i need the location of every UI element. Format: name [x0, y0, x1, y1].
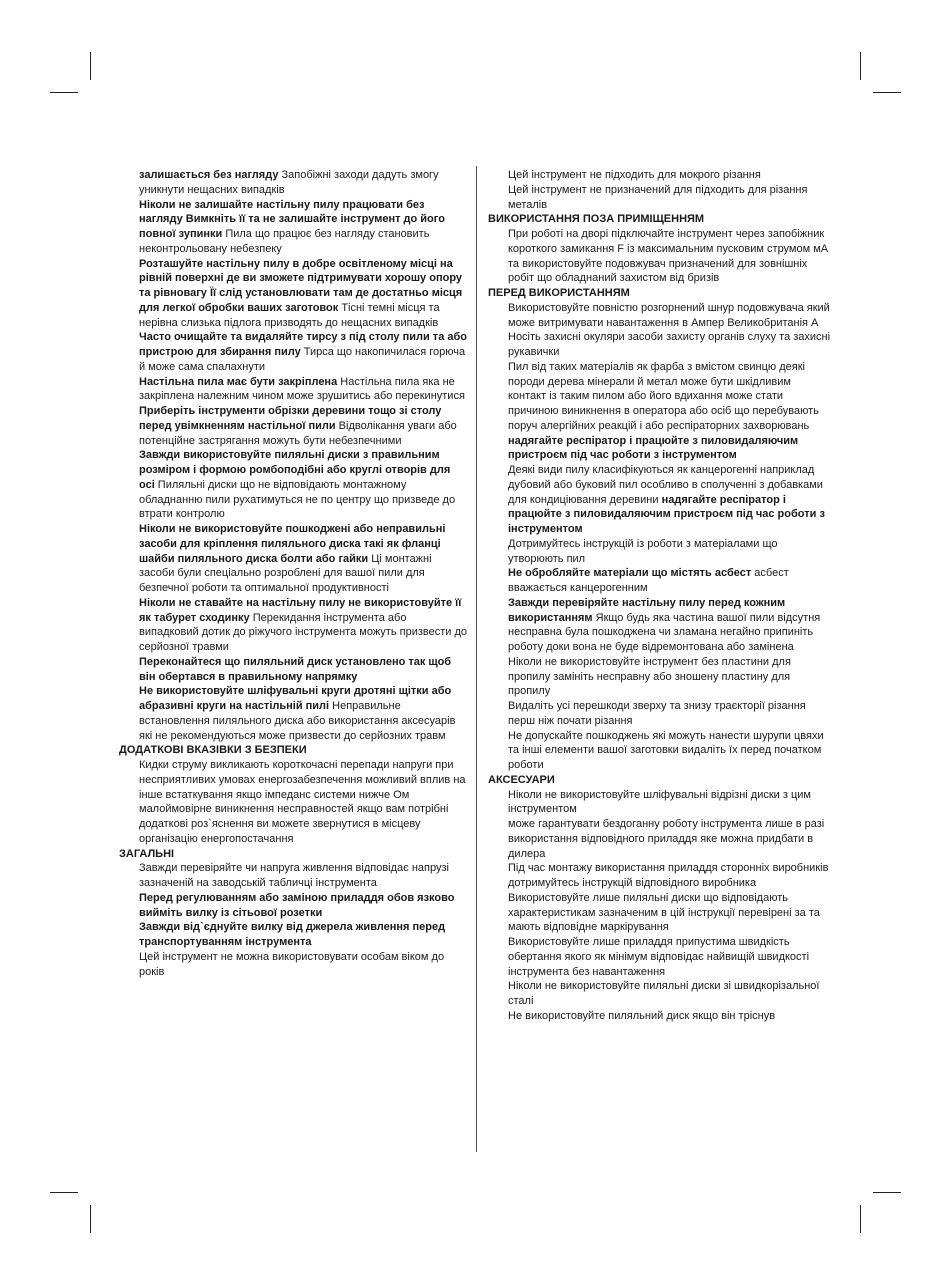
body-text: Ці монтажні засоби були спеціально розроблені для вашої пили для безпечної роботи та оптимальної продуктивності: [139, 552, 432, 594]
bold-text: Ніколи не залишайте настільну пилу працювати без нагляду Вимкніть її та не залишайте інструмент до його повної зупинки: [139, 198, 445, 240]
bold-text: надягайте респіратор і працюйте з пиловидаляючим пристроєм під час роботи з інструментом: [508, 434, 799, 462]
body-text: Пиляльні диски що не відповідають монтажному обладнанню пили рухатимуться не по центру що призведе до втрати контролю: [139, 478, 456, 521]
crop-mark: [873, 92, 901, 93]
paragraph: [119, 198, 468, 257]
bold-text: залишається без нагляду: [139, 169, 279, 181]
body-text: Не використовуйте пиляльний диск якщо він тріснув: [508, 1009, 776, 1022]
body-text: Кидки струму викликають короткочасні перепади напруги при несприятливих умовах енергозабезпечення можливий вплив на інше встаткування якщо імпеданс системи нижче Ом малоймовірне виникнення несправностей якщо вам потрібні додаткові роз`яснення ви можете звернутися в місцеву організацію енергопостачання: [139, 759, 466, 845]
paragraph: [119, 950, 468, 980]
paragraph: [119, 257, 468, 331]
paragraph: [488, 1009, 832, 1024]
bold-text: Переконайтеся що пиляльний диск установлено так щоб він обертався в правильному напрямку: [139, 655, 452, 683]
paragraph: [119, 404, 468, 448]
section-heading: ЗАГАЛЬНІ: [119, 847, 175, 860]
bold-text: Завжди від`єднуйте вилку від джерела живлення перед транспортуванням інструмента: [139, 921, 446, 948]
bold-text: Ніколи не ставайте на настільну пилу не використовуйте її як табурет сходинку: [139, 596, 462, 624]
crop-mark: [50, 92, 78, 93]
paragraph: [488, 596, 832, 655]
body-text: може гарантувати бездоганну роботу інструмента лише в разі використання відповідного приладдя яке можна придбати в дилера: [508, 818, 825, 860]
body-text: Пил від таких матеріалів як фарба з вмістом свинцю деякі породи дерева мінерали й метал може бути шкідливим контакт із таким пилом або його вдихання може стати причиною виникнення в оператора або осіб що перебувають поруч алергійних реакцій і або респіраторних захворювань: [508, 360, 819, 432]
body-text: Ніколи не використовуйте пиляльні диски зі швидкорізальної сталі: [508, 980, 820, 1007]
body-text: Пила що працює без нагляду становить неконтрольовану небезпеку: [139, 228, 430, 255]
paragraph: [488, 699, 832, 729]
paragraph: [488, 183, 832, 213]
body-text: Не допускайте пошкоджень які можуть нанести шурупи цвяхи та інші елементи вашої заготовки видаліть їх перед початком роботи: [508, 729, 824, 771]
body-text: Цей інструмент не можна використовувати особам віком до років: [139, 950, 445, 978]
paragraph: [119, 861, 468, 891]
paragraph: [119, 168, 468, 198]
body-text: Під час монтажу використання приладдя сторонніх виробників дотримуйтесь інструкцій відповідного виробника: [508, 862, 829, 889]
body-text: Неправильне встановлення пиляльного диска або використання аксесуарів які не рекомендуються може призвести до серйозних травм: [139, 700, 456, 742]
paragraph: [488, 891, 832, 935]
paragraph: [488, 655, 832, 699]
paragraph: [488, 330, 832, 360]
bold-text: Приберіть інструменти обрізки деревини тощо зі столу перед увімкненням настільної пили: [139, 405, 442, 432]
paragraph: [119, 522, 468, 596]
bold-text: Завжди перевіряйте настільну пилу перед кожним використанням: [508, 596, 786, 624]
body-text: Цей інструмент не підходить для мокрого різання: [508, 169, 761, 181]
body-text: Ніколи не використовуйте шліфувальні відрізні диски з цим інструментом: [508, 788, 811, 816]
bold-text: Ніколи не використовуйте пошкоджені або неправильні засоби для кріплення пиляльного диска такі як фланці шайби пиляльного диска болти або гайки: [139, 523, 446, 565]
paragraph: [119, 684, 468, 743]
section-heading: ВИКОРИСТАННЯ ПОЗА ПРИМІЩЕННЯМ: [488, 213, 705, 226]
paragraph: [488, 537, 832, 567]
bold-text: Часто очищайте та видаляйте тирсу з під столу пили та або пристрою для збирання пилу: [139, 331, 467, 358]
body-text: Цей інструмент не призначений для підходить для різання металів: [508, 183, 808, 211]
crop-mark: [90, 52, 91, 80]
bold-text: надягайте респіратор і працюйте з пиловидаляючим пристроєм під час роботи з інструментом: [508, 493, 825, 535]
paragraph: [488, 935, 832, 979]
body-text: Завжди перевіряйте чи напруга живлення відповідає напрузі зазначеній на заводській табличці інструмента: [139, 862, 449, 889]
paragraph: [488, 168, 832, 183]
paragraph: [488, 463, 832, 537]
paragraph: [488, 729, 832, 773]
body-text: Носіть захисні окуляри засоби захисту органів слуху та захисні рукавички: [508, 331, 831, 358]
bold-text: Не обробляйте матеріали що містять асбест: [508, 567, 752, 580]
body-text: Видаліть усі перешкоди зверху та знизу траєкторії різання перш ніж почати різання: [508, 700, 806, 727]
body-text: Запобіжні заходи дадуть змогу уникнути нещасних випадків: [139, 169, 439, 196]
crop-mark: [873, 1192, 901, 1193]
body-text: Якщо будь яка частина вашої пили відсутня несправна була пошкоджена чи зламана негайно припиніть роботу доки вона не буде відремонтована або замінена: [508, 611, 821, 653]
body-text: Настільна пила яка не закріплена належним чином може зрушитись або перекинутися: [139, 375, 465, 403]
bold-text: Завжди використовуйте пиляльні диски з правильним розміром і формою ромбоподібні або круглі отворів для осі: [139, 449, 451, 491]
body-text: Ніколи не використовуйте інструмент без пластини для пропилу замініть несправну або зношену пластину для пропилу: [508, 655, 791, 698]
paragraph: [119, 330, 468, 374]
body-text: Тісні темні місця та нерівна слизька підлога призводять до нещасних випадків: [139, 301, 440, 329]
paragraph: [119, 448, 468, 522]
crop-mark: [90, 1205, 91, 1233]
body-text: асбест вважається канцерогенним: [508, 567, 789, 594]
paragraph: [119, 758, 468, 847]
crop-mark: [50, 1192, 78, 1193]
body-text: Перекидання інструмента або випадковий дотик до ріжучого інструмента можуть призвести до серйозної травми: [139, 611, 468, 653]
paragraph: [488, 817, 832, 861]
right-column: [488, 168, 832, 1024]
section-heading: АКСЕСУАРИ: [488, 773, 555, 786]
paragraph: [488, 979, 832, 1009]
body-text: Використовуйте лише приладдя припустима швидкість обертання якого як мінімум відповідає найвищій швидкості інструмента без навантаження: [508, 936, 810, 978]
body-text: При роботі на дворі підключайте інструмент через запобіжник короткого замикання F із максимальним пусковим струмом мА та використовуйте подовжувач призначений для зовнішніх робіт що обладнаний захистом від бризів: [508, 228, 829, 285]
body-text: Тирса що накопичилася горюча й може сама спалахнути: [139, 346, 466, 373]
bold-text: Настільна пила має бути закріплена: [139, 375, 338, 388]
body-text: Дотримуйтесь інструкцій із роботи з матеріалами що утворюють пил: [508, 537, 778, 565]
paragraph: [119, 596, 468, 655]
paragraph: [488, 788, 832, 818]
section-heading: ДОДАТКОВІ ВКАЗІВКИ З БЕЗПЕКИ: [119, 744, 307, 757]
bold-text: Не використовуйте шліфувальні круги дротяні щітки або абразивні круги на настільній пилі: [139, 685, 452, 712]
paragraph: [488, 861, 832, 891]
column-divider: [476, 166, 477, 1152]
crop-mark: [860, 1205, 861, 1233]
bold-text: Перед регулюванням або заміною приладдя обов язково вийміть вилку із сітьової розетки: [139, 891, 455, 919]
paragraph: [488, 566, 832, 596]
paragraph: [119, 920, 468, 950]
paragraph: [119, 891, 468, 921]
section-heading: ПЕРЕД ВИКОРИСТАННЯМ: [488, 287, 630, 299]
paragraph: [488, 227, 832, 286]
body-text: Використовуйте лише пиляльні диски що відповідають характеристикам зазначеним в цій інструкції перевірені за та мають відповідне маркірування: [508, 891, 820, 934]
body-text: Відволікання уваги або потенційне застрягання можуть бути небезпечними: [139, 419, 457, 447]
left-column: [119, 168, 468, 979]
paragraph: [488, 301, 832, 331]
paragraph: [119, 655, 468, 685]
paragraph: [488, 360, 832, 463]
body-text: Деякі види пилу класифікуються як канцерогенні наприклад дубовий або буковий пил особливо в сполученні з добавками для кондиціювання деревини: [508, 464, 823, 506]
body-text: Використовуйте повністю розгорнений шнур подовжувача який може витримувати навантаження в Ампер Великобританія А: [508, 301, 830, 329]
bold-text: Розташуйте настільну пилу в добре освітленому місці на рівній поверхні де ви зможете підтримувати хорошу опору та рівновагу Її слід установлювати там де достатньо місця для легкої обробки ваших заготовок: [139, 257, 463, 314]
crop-mark: [860, 52, 861, 80]
paragraph: [119, 375, 468, 405]
